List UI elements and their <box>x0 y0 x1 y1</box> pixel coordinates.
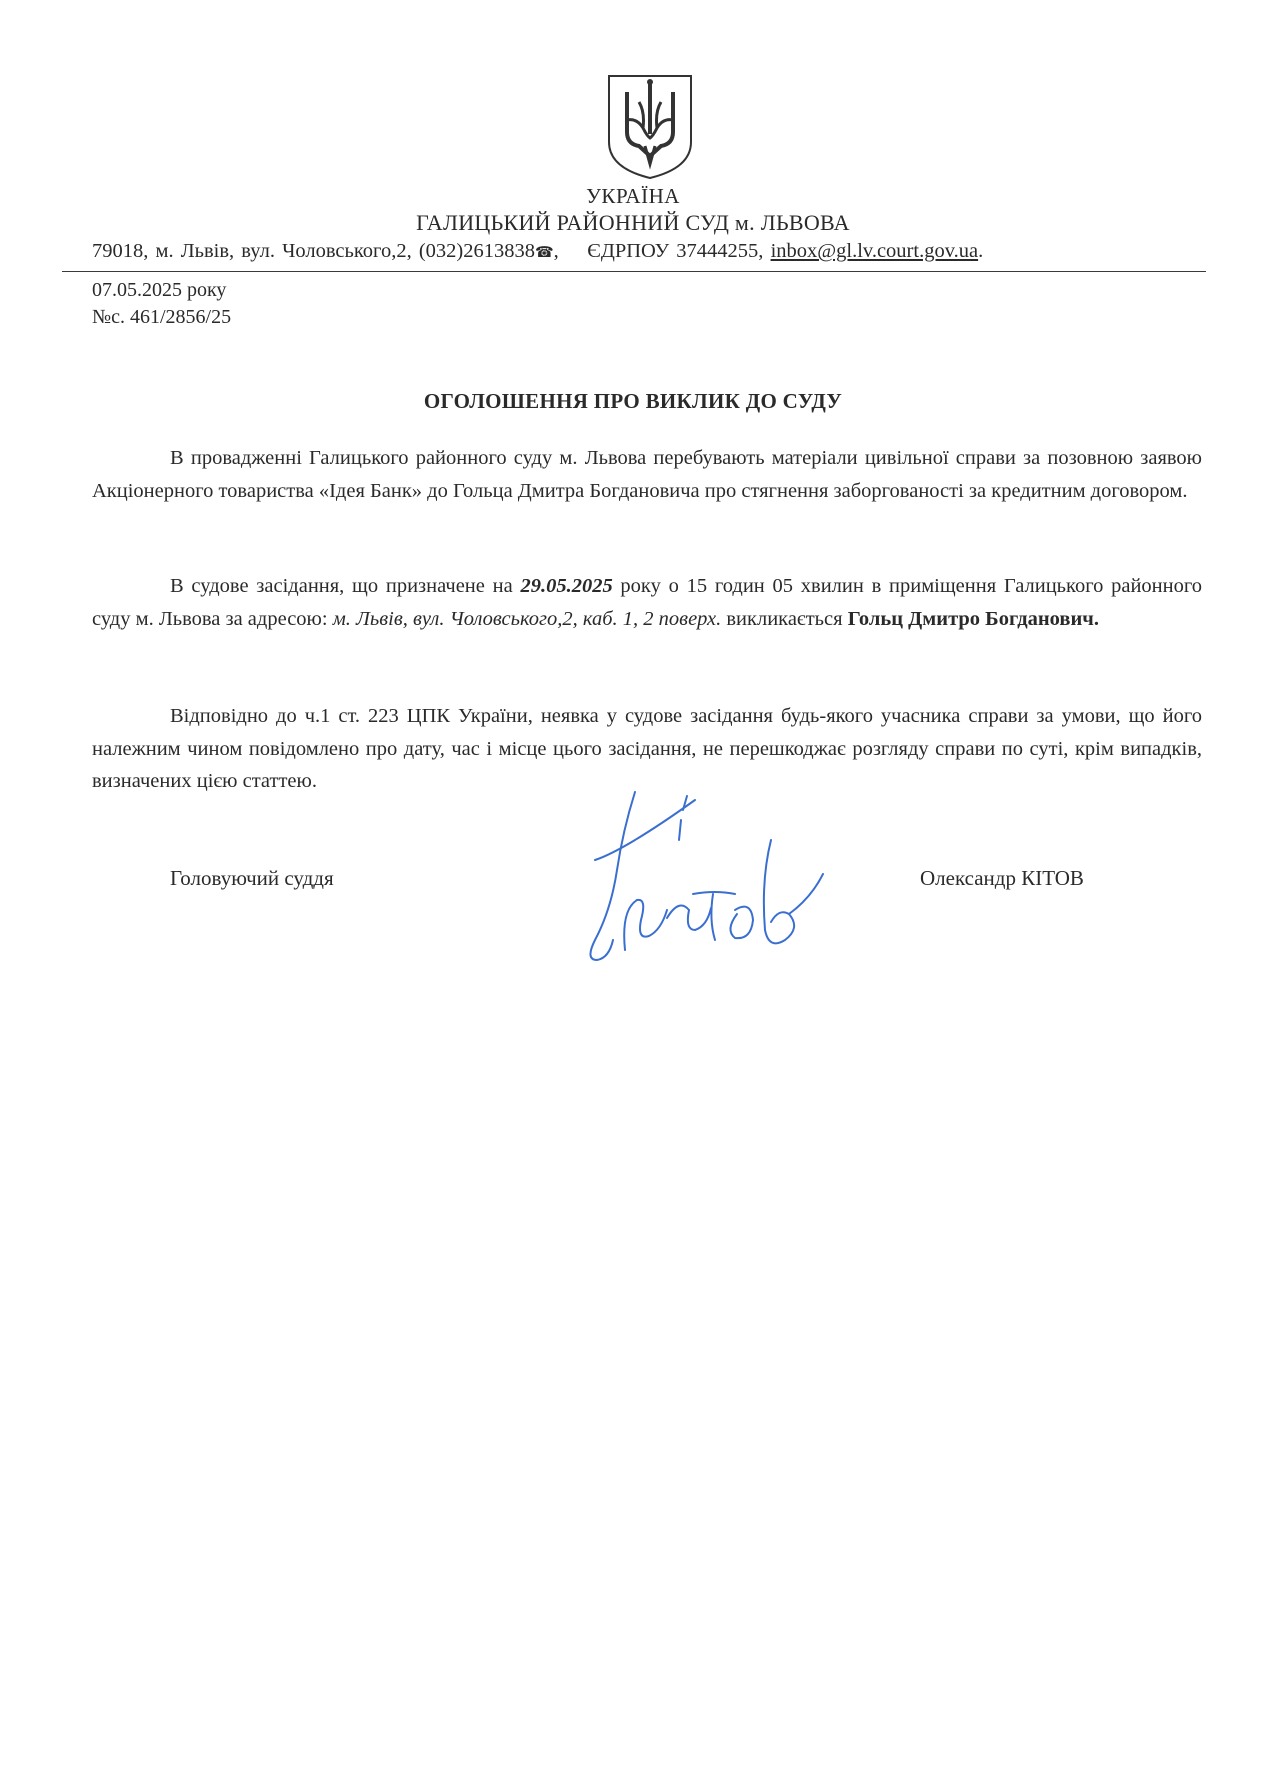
document-date: 07.05.2025 року <box>92 279 227 301</box>
edrpou-code: ЄДРПОУ 37444255, <box>587 240 764 262</box>
court-email-link[interactable]: inbox@gl.lv.court.gov.ua <box>770 240 979 262</box>
paragraph-case-info: В провадженні Галицького районного суду м. Львова перебувають матеріали цивільної справи за позовною заявою Акціонерного товариства «Ідея Банк» до Гольца Дмитра Богдановича про стягнення заборгованості за кредитним договором. <box>92 447 1202 502</box>
judge-signature <box>575 790 835 970</box>
header-divider <box>62 271 1206 272</box>
paragraph-legal-notice: Відповідно до ч.1 ст. 223 ЦПК України, неявка у судове засідання будь-якого учасника справи за умови, що його належним чином повідомлено про дату, час і місце цього засідання, не перешкоджає розгляду справи по суті, крім випадків, визначених цією статтею. <box>92 705 1202 792</box>
court-name: ГАЛИЦЬКИЙ РАЙОННИЙ СУД м. ЛЬВОВА <box>416 210 850 235</box>
case-number: №с. 461/2856/25 <box>92 306 232 328</box>
court-contact-line: 79018, м. Львів, вул. Чоловського,2, (032)2613838☎, ЄДРПОУ 37444255, inbox@gl.lv.court.gov.ua. <box>92 240 984 262</box>
summoned-person: Гольц Дмитро Богданович. <box>847 607 1099 630</box>
coat-of-arms-icon <box>605 72 695 182</box>
court-address: 79018, м. Львів, вул. Чоловського,2, (032)2613838 <box>92 240 535 262</box>
paragraph-hearing: В судове засідання, що призначене на 29.05.2025 року о 15 годин 05 хвилин в приміщення Галицького районного суду м. Львова за адресою: м. Львів, вул. Чоловського,2, каб. 1, 2 поверх. викликається Гольц Дмитро Богданович. <box>92 575 1202 630</box>
presiding-judge-label: Головуючий суддя <box>170 866 334 890</box>
document-title: ОГОЛОШЕННЯ ПРО ВИКЛИК ДО СУДУ <box>423 389 843 413</box>
hearing-address: м. Львів, вул. Чоловського,2, каб. 1, 2 поверх. <box>332 607 722 630</box>
country-name: УКРАЇНА <box>586 184 680 208</box>
telephone-mark: ☎ <box>534 245 554 261</box>
judge-name: Олександр КІТОВ <box>920 866 1084 890</box>
hearing-date: 29.05.2025 <box>520 575 613 597</box>
